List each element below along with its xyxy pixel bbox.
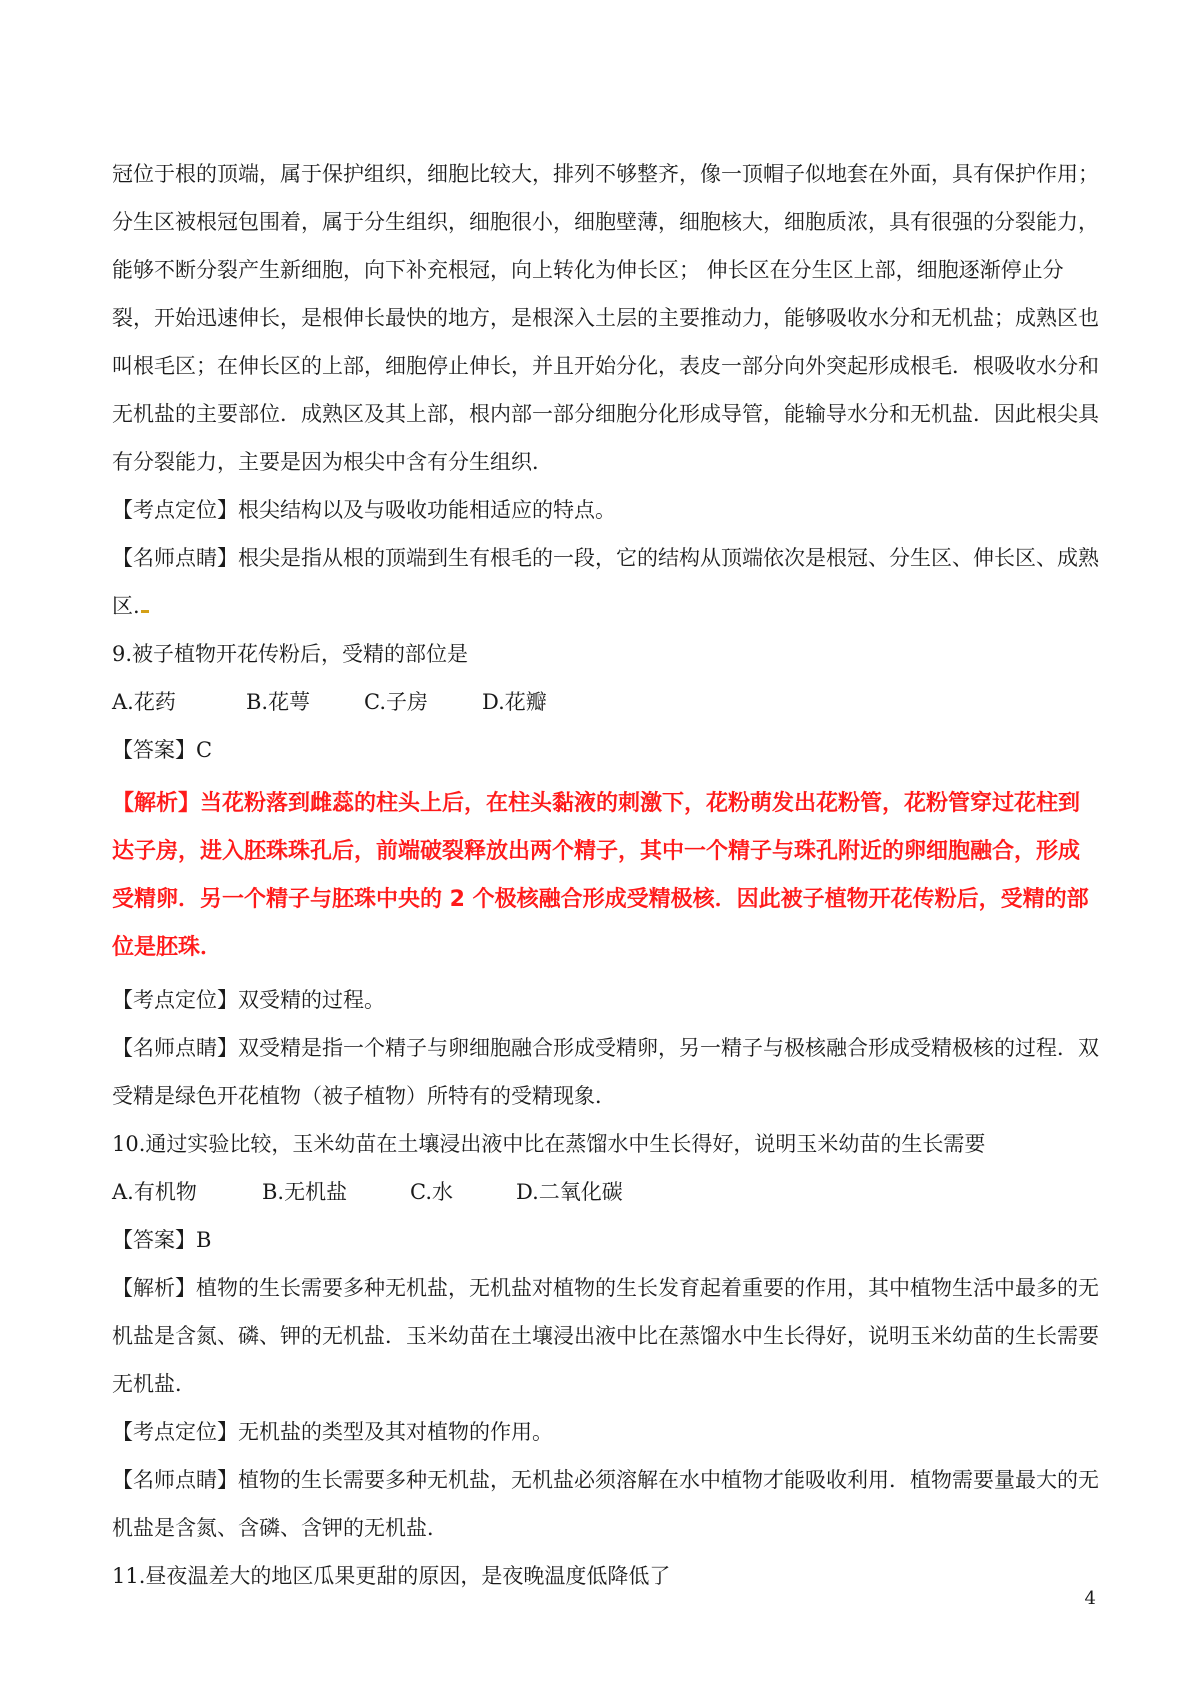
q10-option-d: D.二氧化碳	[516, 1180, 623, 1204]
q10-answer	[112, 1216, 1100, 1264]
annotation-mark	[141, 610, 149, 613]
q9-options	[112, 678, 1100, 726]
mingshi-text: 植物的生长需要多种无机盐，无机盐必须溶解在水中植物才能吸收利用．植物需要量最大的无机盐是含氮、含磷、含钾的无机盐．	[112, 1468, 1099, 1540]
q9-mingshi	[112, 1024, 1100, 1120]
mingshi-label: 【名师点睛】	[112, 1468, 238, 1492]
kaodian-text: 根尖结构以及与吸收功能相适应的特点。	[238, 498, 616, 522]
jiexi-label: 【解析】	[112, 791, 201, 816]
q8-kaodian	[112, 486, 1100, 534]
intro-paragraph: 冠位于根的顶端，属于保护组织，细胞比较大，排列不够整齐，像一顶帽子似地套在外面，具有保护作用；分生区被根冠包围着，属于分生组织，细胞很小，细胞壁薄，细胞核大，细胞质浓，具有很强的分裂能力，能够不断分裂产生新细胞，向下补充根冠，向上转化为伸长区； 伸长区在分生区上部，细胞逐渐停止分裂，开始迅速伸长，是根伸长最快的地方，是根深入土层的主要推动力，能够吸收水分和无机盐；成熟区也叫根毛区；在伸长区的上部，细胞停止伸长，并且开始分化，表皮一部分向外突起形成根毛．根吸收水分和无机盐的主要部位．成熟区及其上部，根内部一部分细胞分化形成导管，能输导水分和无机盐．因此根尖具有分裂能力，主要是因为根尖中含有分生组织．	[112, 162, 1099, 474]
q10-kaodian	[112, 1408, 1100, 1456]
document-body	[112, 150, 1100, 1600]
q8-mingshi	[112, 534, 1100, 630]
page-number: 4	[1084, 1588, 1096, 1609]
q9-answer	[112, 726, 1100, 774]
q9-option-b: B.花萼	[246, 690, 311, 714]
kaodian-label: 【考点定位】	[112, 498, 238, 522]
mingshi-label: 【名师点睛】	[112, 546, 238, 570]
mingshi-label: 【名师点睛】	[112, 1036, 238, 1060]
mingshi-text: 双受精是指一个精子与卵细胞融合形成受精卵，另一精子与极核融合形成受精极核的过程．双受精是绿色开花植物（被子植物）所特有的受精现象．	[112, 1036, 1099, 1108]
q10-option-c: C.水	[410, 1180, 453, 1204]
kaodian-text: 双受精的过程。	[238, 988, 385, 1012]
jiexi-label: 【解析】	[112, 1276, 196, 1300]
kaodian-text: 无机盐的类型及其对植物的作用。	[238, 1420, 553, 1444]
q9-kaodian	[112, 976, 1100, 1024]
q11-stem: 11.昼夜温差大的地区瓜果更甜的原因，是夜晚温度低降低了	[112, 1564, 671, 1588]
jiexi-text: 植物的生长需要多种无机盐，无机盐对植物的生长发育起着重要的作用，其中植物生活中最多的无机盐是含氮、磷、钾的无机盐．玉米幼苗在土壤浸出液中比在蒸馏水中生长得好，说明玉米幼苗的生长需要无机盐．	[112, 1276, 1099, 1396]
q9-option-a: A.花药	[112, 690, 176, 714]
q10-options	[112, 1168, 1100, 1216]
q9-stem: 9.被子植物开花传粉后，受精的部位是	[112, 642, 469, 666]
q10-jiexi	[112, 1264, 1100, 1408]
answer-label: 【答案】	[112, 738, 196, 762]
mingshi-end: .	[133, 594, 140, 618]
kaodian-label: 【考点定位】	[112, 1420, 238, 1444]
q10-stem: 10.通过实验比较，玉米幼苗在土壤浸出液中比在蒸馏水中生长得好，说明玉米幼苗的生长需要	[112, 1132, 986, 1156]
answer-value: B	[196, 1228, 212, 1252]
q9-option-c: C.子房	[364, 690, 428, 714]
q10-option-b: B.无机盐	[262, 1180, 348, 1204]
jiexi-text: 当花粉落到雌蕊的柱头上后，在柱头黏液的刺激下，花粉萌发出花粉管，花粉管穿过花柱到达子房，进入胚珠珠孔后，前端破裂释放出两个精子，其中一个精子与珠孔附近的卵细胞融合，形成受精卵．另一个精子与胚珠中央的 2 个极核融合形成受精极核．因此被子植物开花传粉后，受精的部位是胚珠．	[112, 791, 1089, 960]
answer-label: 【答案】	[112, 1228, 196, 1252]
mingshi-text: 根尖是指从根的顶端到生有根毛的一段，它的结构从顶端依次是根冠、分生区、伸长区、成熟区	[112, 546, 1099, 618]
q9-jiexi	[112, 780, 1100, 972]
q10-mingshi	[112, 1456, 1100, 1552]
kaodian-label: 【考点定位】	[112, 988, 238, 1012]
q9-option-d: D.花瓣	[482, 690, 547, 714]
q10-option-a: A.有机物	[112, 1180, 197, 1204]
answer-value: C	[196, 738, 213, 762]
